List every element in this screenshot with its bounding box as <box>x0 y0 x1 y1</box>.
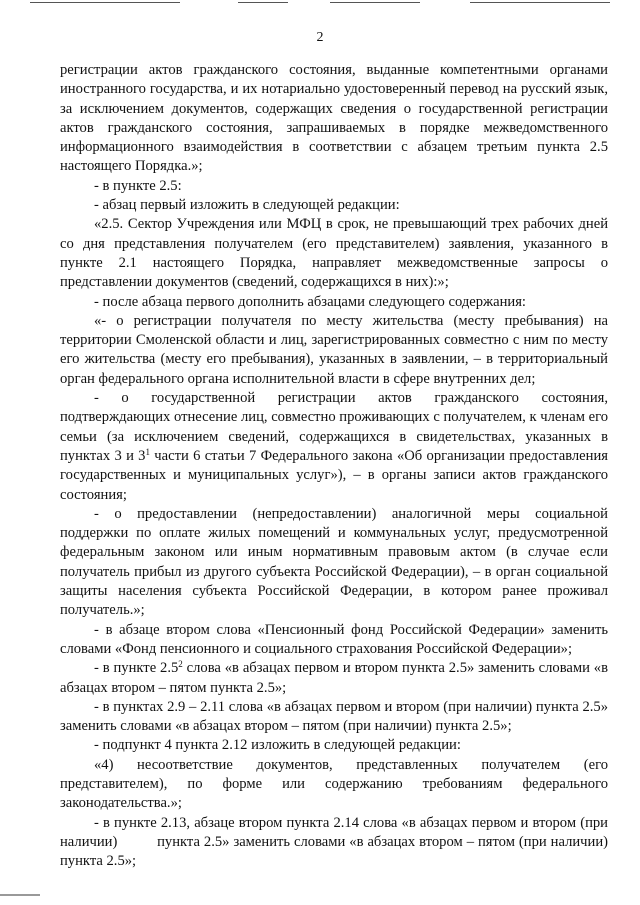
paragraph: - о предоставлении (непредоставлении) аналогичной меры социальной поддержки по оплате жилых помещений и коммунальных услуг, предусмотренной федеральным законом или иным нормативным правовым актом (в случае если получатель прибыл из другого субъекта Российской Федерации), – в орган социальной защиты населения субъекта Российской Федерации, в котором ранее проживал получатель.»; <box>60 505 608 619</box>
paragraph: «4) несоответствие документов, представленных получателем (его представителем), по форме или содержанию требованиям федерального законодательства.»; <box>60 756 608 812</box>
paragraph: «- о регистрации получателя по месту жительства (месту пребывания) на территории Смоленской области и лиц, зарегистрированных совместно с ним по месту его жительства (месту его пребывания), указанных в заявлении, – в территориальный орган федерального органа исполнительной власти в сфере внутренних дел; <box>60 312 608 387</box>
paragraph: - в пункте 2.13, абзаце втором пункта 2.14 слова «в абзацах первом и втором (при наличии) пункта 2.5» заменить словами «в абзацах втором – пятом (при наличии) пункта 2.5»; <box>60 814 612 870</box>
paragraph: - в пунктах 2.9 – 2.11 слова «в абзацах первом и втором (при наличии) пункта 2.5» заменить словами «в абзацах втором – пятом (при наличии) пункта 2.5»; <box>60 698 608 735</box>
paragraph-text: - в пункте 2.5 <box>94 660 179 677</box>
paragraph-text: части 6 статьи 7 Федерального закона «Об организации предоставления государственных и муниципальных услуг»), – в органы записи актов гражданского состояния; <box>60 447 608 503</box>
paragraph: регистрации актов гражданского состояния, выданные компетентными органами иностранного государства, и их нотариально удостоверенный перевод на русский язык, за исключением документов, содержащих сведения о государственной регистрации актов гражданского состояния, запрашиваемых в порядке межведомственного информационного взаимодействия в соответствии с абзацем третьим пункта 2.5 настоящего Порядка.»; <box>60 62 608 175</box>
document-body <box>60 61 612 871</box>
paragraph <box>60 389 608 505</box>
paragraph-text: - о государственной регистрации актов гражданского состояния, подтверждающих отнесение лиц, совместно проживающих с получателем, к членам его семьи (за исключением сведений, содержащихся в свидетельствах, указанных в пунктах 3 и 3 <box>60 390 608 464</box>
superscript: 2 <box>178 659 183 670</box>
bottom-scan-mark <box>0 894 40 896</box>
paragraph: - подпункт 4 пункта 2.12 изложить в следующей редакции: <box>94 737 461 754</box>
paragraph: «2.5. Сектор Учреждения или МФЦ в срок, не превышающий трех рабочих дней со дня представления получателем (его представителем) заявления, указанного в пункте 2.1 настоящего Порядка, направляет межведомственные запросы о представлении документов (сведений, содержащихся в них):»; <box>60 216 608 291</box>
superscript: 1 <box>145 446 150 457</box>
page-number: 2 <box>316 30 324 45</box>
paragraph: - в абзаце втором слова «Пенсионный фонд Российской Федерации» заменить словами «Фонд пенсионного и социального страхования Российской Федерации»; <box>60 621 608 657</box>
paragraph <box>60 659 608 698</box>
top-scan-border <box>0 2 640 5</box>
paragraph: - в пункте 2.5: <box>94 177 182 194</box>
paragraph: - абзац первый изложить в следующей редакции: <box>94 197 400 214</box>
paragraph-text: слова «в абзацах первом и втором пункта 2.5» заменить словами «в абзацах втором – пятом пункта 2.5»; <box>60 660 608 696</box>
paragraph: - после абзаца первого дополнить абзацами следующего содержания: <box>94 293 526 310</box>
